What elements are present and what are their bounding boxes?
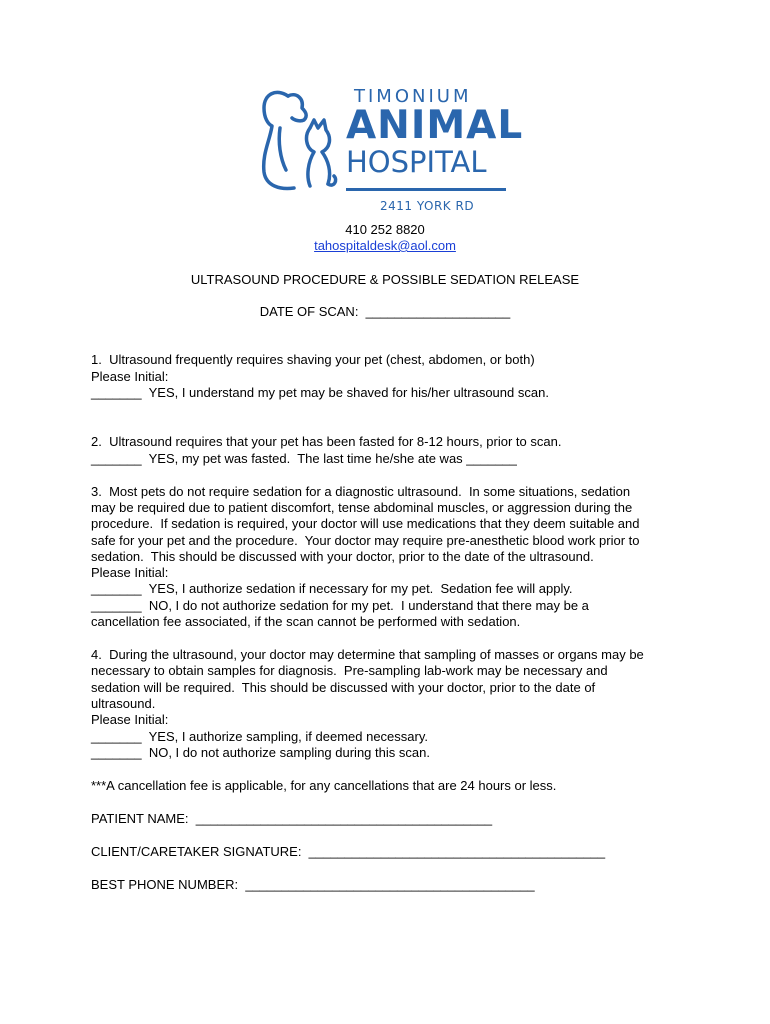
section-3-line-6: Please Initial: [91,565,169,580]
section-4-initial-no[interactable]: _______ NO, I do not authorize sampling during this scan. [91,745,430,760]
cancellation-note: ***A cancellation fee is applicable, for any cancellations that are 24 hours or less. [91,778,557,793]
date-of-scan-field[interactable]: DATE OF SCAN: ____________________ [259,304,511,319]
section-1-initial-yes[interactable]: _______ YES, I understand my pet may be shaved for his/her ultrasound scan. [91,385,549,400]
signature-field[interactable]: CLIENT/CARETAKER SIGNATURE: _________________________________________ [91,844,606,859]
section-4-line-2: necessary to obtain samples for diagnosis. Pre-sampling lab-work may be necessary and [91,663,608,678]
section-4-initial-yes[interactable]: _______ YES, I authorize sampling, if deemed necessary. [91,729,428,744]
best-phone-field[interactable]: BEST PHONE NUMBER: ________________________________________ [91,877,535,892]
section-3-initial-yes[interactable]: _______ YES, I authorize sedation if necessary for my pet. Sedation fee will apply. [91,581,573,596]
logo-line-animal: ANIMAL [346,103,524,148]
section-3-initial-no[interactable]: _______ NO, I do not authorize sedation for my pet. I understand that there may be a [91,598,589,613]
section-1-line-1: 1. Ultrasound frequently requires shaving your pet (chest, abdomen, or both) [91,352,535,367]
section-4-line-1: 4. During the ultrasound, your doctor may determine that sampling of masses or organs may be [91,647,644,662]
form-title: ULTRASOUND PROCEDURE & POSSIBLE SEDATION RELEASE [190,272,580,287]
section-3-line-5: sedation. This should be discussed with your doctor, prior to the date of the ultrasound. [91,549,594,564]
section-2-initial-yes[interactable]: _______ YES, my pet was fasted. The last time he/she ate was _______ [91,451,517,466]
contact-phone: 410 252 8820 [345,222,425,237]
section-3-line-3: procedure. If sedation is required, your doctor will use medications that they deem suitable and [91,516,640,531]
logo-underline [346,188,506,191]
section-4-line-5: Please Initial: [91,712,169,727]
patient-name-field[interactable]: PATIENT NAME: _________________________________________ [91,811,493,826]
dog-cat-icon [258,84,340,196]
section-4-line-3: sedation will be required. This should be discussed with your doctor, prior to the date of [91,680,596,695]
contact-email-link[interactable]: tahospitaldesk@aol.com [314,238,456,253]
logo-line-hospital: HOSPITAL [346,145,487,179]
section-2-line-1: 2. Ultrasound requires that your pet has been fasted for 8-12 hours, prior to scan. [91,434,562,449]
section-3-line-1: 3. Most pets do not require sedation for a diagnostic ultrasound. In some situations, sedation [91,484,631,499]
logo-line-timonium: TIMONIUM [354,86,472,107]
logo-address: 2411 YORK RD [380,199,475,213]
section-1-line-2: Please Initial: [91,369,169,384]
section-4-line-4: ultrasound. [91,696,156,711]
section-3-line-9: cancellation fee associated, if the scan cannot be performed with sedation. [91,614,521,629]
hospital-logo [258,84,524,214]
section-3-line-4: safe for your pet and the procedure. Your doctor may require pre-anesthetic blood work prior to [91,533,640,548]
section-3-line-2: may be required due to patient discomfort, tense abdominal muscles, or aggression during the [91,500,633,515]
